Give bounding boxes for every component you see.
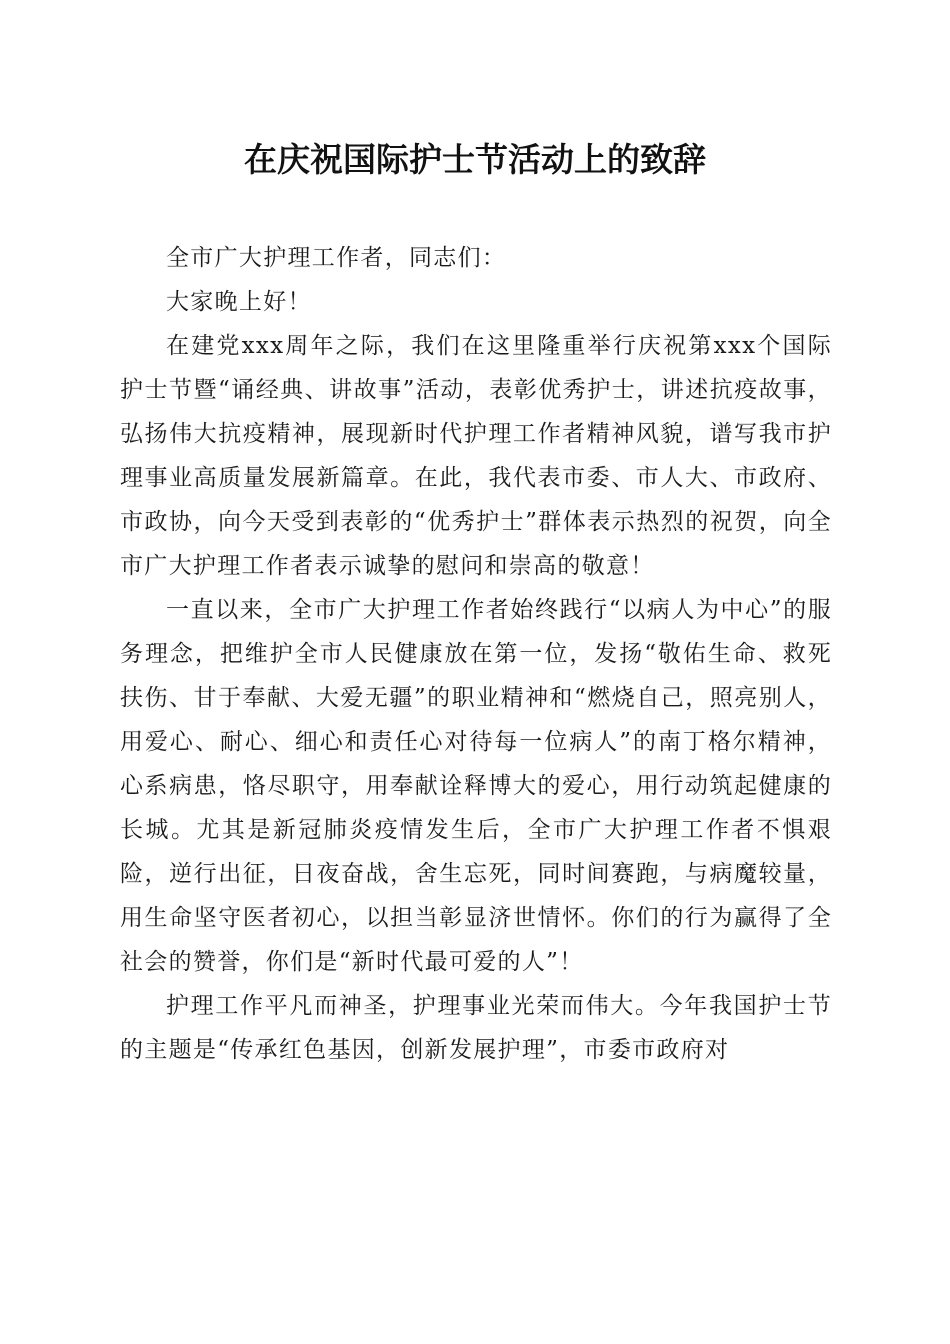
body-paragraph: 护理工作平凡而神圣，护理事业光荣而伟大。今年我国护士节的主题是“传承红色基因，创新发展护理”，市委市政府对	[120, 993, 832, 1063]
body-paragraph: 一直以来，全市广大护理工作者始终践行“以病人为中心”的服务理念，把维护全市人民健康放在第一位，发扬“敬佑生命、救死扶伤、甘于奉献、大爱无疆”的职业精神和“燃烧自己，照亮别人，用爱心、耐心、细心和责任心对待每一位病人”的南丁格尔精神，心系病患，恪尽职守，用奉献诠释博大的爱心，用行动筑起健康的长城。尤其是新冠肺炎疫情发生后，全市广大护理工作者不惧艰险，逆行出征，日夜奋战，舍生忘死，同时间赛跑，与病魔较量，用生命坚守医者初心，以担当彰显济世情怀。你们的行为赢得了全社会的赞誉，你们是“新时代最可爱的人”！	[120, 597, 832, 975]
salutation-paragraph: 全市广大护理工作者，同志们：	[166, 245, 507, 271]
greeting-paragraph: 大家晚上好！	[166, 289, 312, 315]
body-paragraph: 在建党xxx周年之际，我们在这里隆重举行庆祝第xxx个国际护士节暨“诵经典、讲故事”活动，表彰优秀护士，讲述抗疫故事，弘扬伟大抗疫精神，展现新时代护理工作者精神风貌，谱写我市护理事业高质量发展新篇章。在此，我代表市委、市人大、市政府、市政协，向今天受到表彰的“优秀护士”群体表示热烈的祝贺，向全市广大护理工作者表示诚挚的慰问和崇高的敬意！	[120, 333, 832, 579]
document-body	[120, 236, 832, 1072]
document-title: 在庆祝国际护士节活动上的致辞	[244, 140, 706, 179]
